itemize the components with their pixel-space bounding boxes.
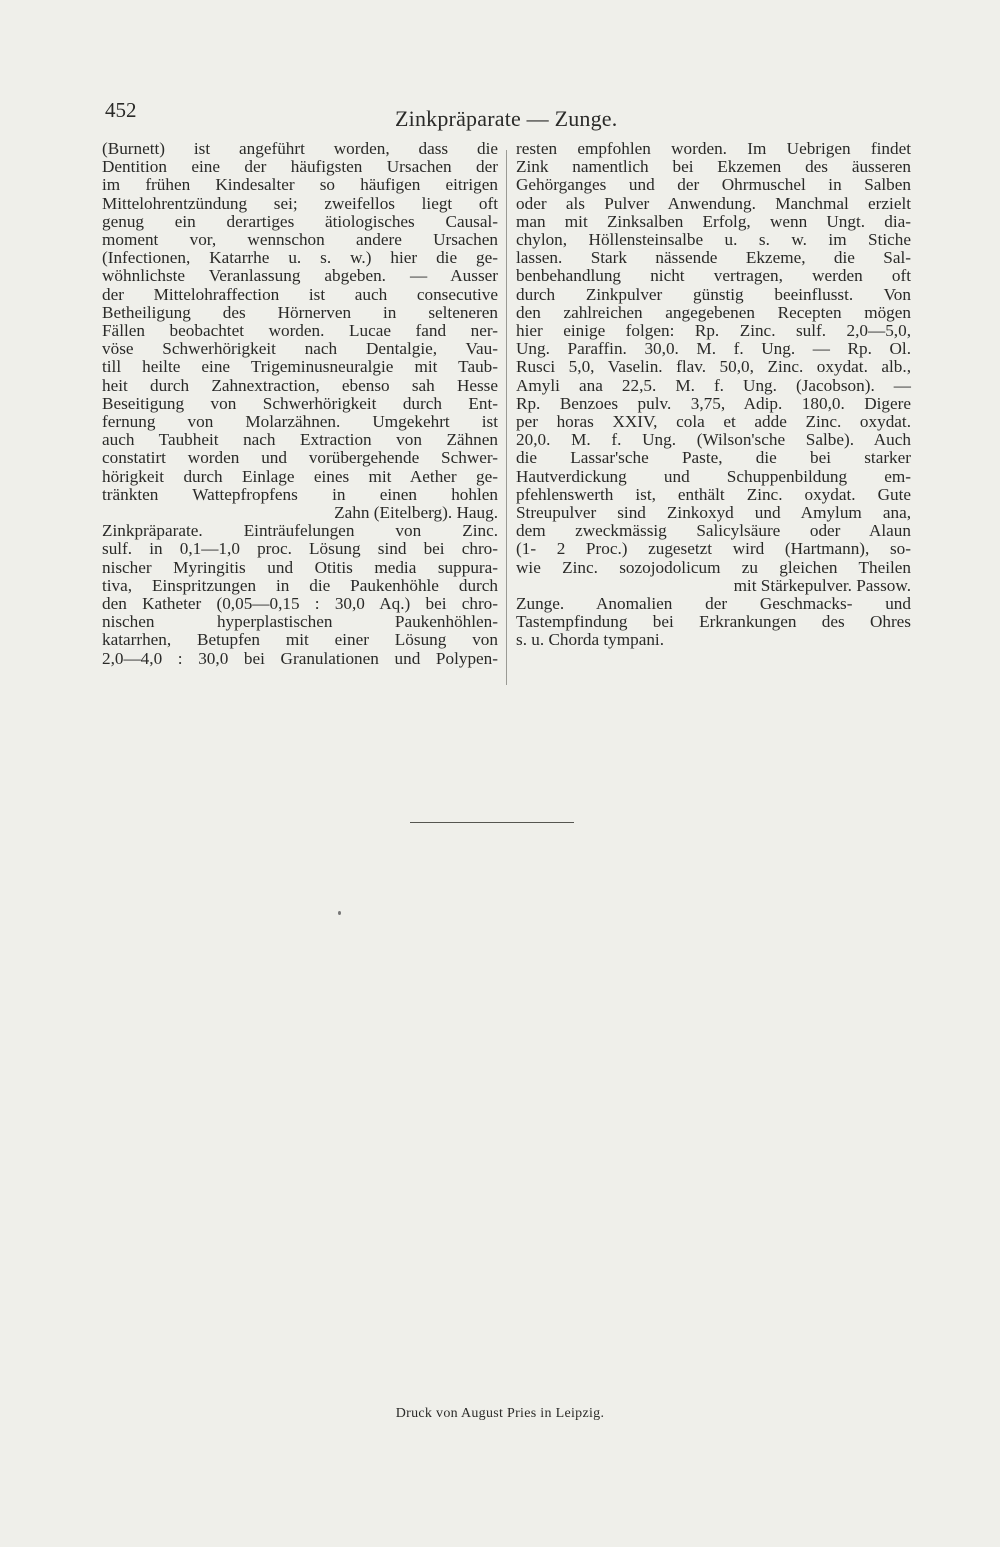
text-line: per horas XXIV, cola et adde Zinc. oxydat.: [516, 412, 911, 432]
text-line: Mittelohrentzündung sei; zweifellos liegt oft: [102, 193, 498, 213]
text-line: Ung. Paraffin. 30,0. M. f. Ung. — Rp. Ol.: [516, 339, 911, 359]
text-line-signature: Zahn (Eitelberg). Haug.: [334, 503, 498, 523]
text-line: die Lassar'sche Paste, die bei starker: [516, 448, 911, 468]
entry-heading-line: Zunge. Anomalien der Geschmacks- und: [516, 594, 911, 614]
text-line: Rusci 5,0, Vaselin. flav. 50,0, Zinc. oxydat. alb.,: [516, 357, 911, 377]
text-line: till heilte eine Trigeminusneuralgie mit Taub-: [102, 357, 498, 377]
text-line: Streupulver sind Zinkoxyd und Amylum ana,: [516, 503, 911, 523]
text-line: dem zweckmässig Salicylsäure oder Alaun: [516, 521, 911, 541]
text-line: Fällen beobachtet worden. Lucae fand ner-: [102, 321, 498, 341]
right-column: [516, 140, 911, 650]
end-divider: [410, 822, 574, 823]
text-line: lassen. Stark nässende Ekzeme, die Sal-: [516, 248, 911, 268]
text-line: durch Zinkpulver günstig beeinflusst. Von: [516, 284, 911, 304]
text-line: benbehandlung nicht vertragen, werden oft: [516, 266, 911, 286]
text-line: vöse Schwerhörigkeit nach Dentalgie, Vau-: [102, 339, 498, 359]
text-line: hier einige folgen: Rp. Zinc. sulf. 2,0—5,0,: [516, 321, 911, 341]
text-line: 2,0—4,0 : 30,0 bei Granulationen und Polypen-: [102, 648, 498, 668]
text-line: auch Taubheit nach Extraction von Zähnen: [102, 430, 498, 450]
text-line: nischen hyperplastischen Paukenhöhlen-: [102, 612, 498, 632]
text-line: katarrhen, Betupfen mit einer Lösung von: [102, 630, 498, 650]
text-line: im frühen Kindesalter so häufigen eitrigen: [102, 175, 498, 195]
text-line: Gehörganges und der Ohrmuschel in Salben: [516, 175, 911, 195]
text-line: Dentition eine der häufigsten Ursachen der: [102, 157, 498, 177]
paper-speck: [338, 911, 341, 915]
text-line: den Katheter (0,05—0,15 : 30,0 Aq.) bei chro-: [102, 594, 498, 614]
text-line: Beseitigung von Schwerhörigkeit durch Ent-: [102, 393, 498, 413]
text-line: fernung von Molarzähnen. Umgekehrt ist: [102, 412, 498, 432]
text-line: (Infectionen, Katarrhe u. s. w.) hier die ge-: [102, 248, 498, 268]
text-line: Zink namentlich bei Ekzemen des äusseren: [516, 157, 911, 177]
text-line: s. u. Chorda tympani.: [516, 630, 664, 650]
text-line: nischer Myringitis und Otitis media suppura-: [102, 557, 498, 577]
text-line: tiva, Einspritzungen in die Paukenhöhle durch: [102, 575, 498, 595]
text-line: den zahlreichen angegebenen Recepten mögen: [516, 302, 911, 322]
text-line: wie Zinc. sozojodolicum zu gleichen Theilen: [516, 557, 911, 577]
text-line: tränkten Wattepfropfens in einen hohlen: [102, 484, 498, 504]
column-rule: [506, 150, 507, 685]
text-line: oder als Pulver Anwendung. Manchmal erzielt: [516, 193, 911, 213]
entry-heading-line: Zinkpräparate. Einträufelungen von Zinc.: [102, 521, 498, 541]
text-line: moment vor, wennschon andere Ursachen: [102, 230, 498, 250]
text-line: genug ein derartiges ätiologisches Causal-: [102, 211, 498, 231]
text-line: Rp. Benzoes pulv. 3,75, Adip. 180,0. Digere: [516, 393, 911, 413]
text-line: hörigkeit durch Einlage eines mit Aether ge-: [102, 466, 498, 486]
text-line: heit durch Zahnextraction, ebenso sah Hesse: [102, 375, 498, 395]
text-line: resten empfohlen worden. Im Uebrigen findet: [516, 139, 911, 158]
printer-imprint: Druck von August Pries in Leipzig.: [395, 1406, 605, 1421]
text-line: (1- 2 Proc.) zugesetzt wird (Hartmann), so-: [516, 539, 911, 559]
text-line: wöhnlichste Veranlassung abgeben. — Ausser: [102, 266, 498, 286]
text-line: chylon, Höllensteinsalbe u. s. w. im Stiche: [516, 230, 911, 250]
text-line-signature: mit Stärkepulver. Passow.: [733, 575, 911, 595]
text-line: Hautverdickung und Schuppenbildung em-: [516, 466, 911, 486]
left-column: [102, 140, 498, 668]
text-line: man mit Zinksalben Erfolg, wenn Ungt. dia-: [516, 211, 911, 231]
text-line: pfehlenswerth ist, enthält Zinc. oxydat. Gute: [516, 484, 911, 504]
text-line: Amyli ana 22,5. M. f. Ung. (Jacobson). —: [516, 375, 911, 395]
text-line: Tastempfindung bei Erkrankungen des Ohres: [516, 612, 911, 632]
text-line: Betheiligung des Hörnerven in selteneren: [102, 302, 498, 322]
text-line: (Burnett) ist angeführt worden, dass die: [102, 139, 498, 158]
text-line: constatirt worden und vorübergehende Schwer-: [102, 448, 498, 468]
text-line: sulf. in 0,1—1,0 proc. Lösung sind bei chro-: [102, 539, 498, 559]
running-head: Zinkpräparate — Zunge.: [395, 106, 618, 131]
page-number: 452: [105, 98, 137, 122]
text-line: 20,0. M. f. Ung. (Wilson'sche Salbe). Auch: [516, 430, 911, 450]
text-line: der Mittelohraffection ist auch consecutive: [102, 284, 498, 304]
